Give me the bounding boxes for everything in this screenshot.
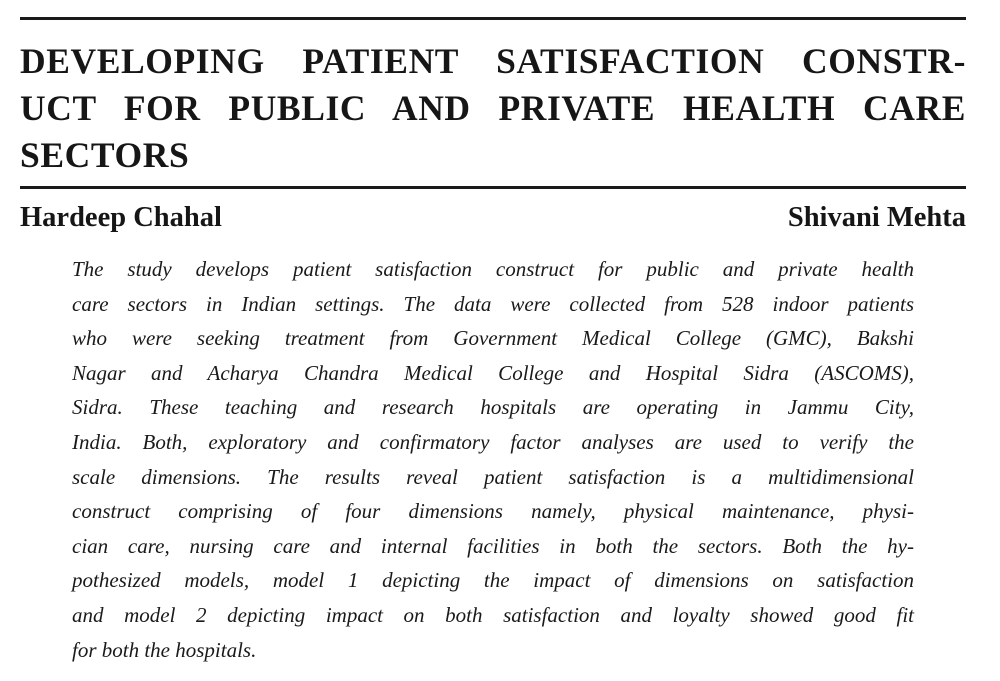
abstract-line: who were seeking treatment from Government Medical College (GMC), Bakshi: [72, 326, 914, 351]
title-rule: [20, 186, 966, 189]
top-rule: [20, 17, 966, 20]
title-line: UCT FOR PUBLIC AND PRIVATE HEALTH CARE: [20, 88, 966, 128]
abstract: [72, 252, 914, 667]
abstract-line: and model 2 depicting impact on both satisfaction and loyalty showed good fit: [72, 602, 914, 627]
abstract-line: scale dimensions. The results reveal patient satisfaction is a multidimensional: [72, 464, 914, 489]
abstract-line: Nagar and Acharya Chandra Medical College and Hospital Sidra (ASCOMS),: [72, 360, 914, 385]
abstract-line: pothesized models, model 1 depicting the impact of dimensions on satisfaction: [72, 568, 914, 593]
abstract-line: Sidra. These teaching and research hospitals are operating in Jammu City,: [72, 395, 914, 420]
abstract-line: India. Both, exploratory and confirmatory factor analyses are used to verify the: [72, 429, 914, 454]
abstract-line: construct comprising of four dimensions namely, physical maintenance, physi-: [72, 499, 914, 524]
author-row: [20, 198, 966, 238]
paper-title: [20, 38, 966, 179]
author-name: Shivani Mehta: [787, 202, 966, 233]
abstract-line: care sectors in Indian settings. The data were collected from 528 indoor patients: [72, 291, 914, 316]
title-line: DEVELOPING PATIENT SATISFACTION CONSTR-: [20, 41, 966, 81]
abstract-line: The study develops patient satisfaction construct for public and private health: [72, 257, 914, 281]
abstract-line: for both the hospitals.: [72, 637, 257, 662]
abstract-line: cian care, nursing care and internal facilities in both the sectors. Both the hy-: [72, 533, 914, 558]
author-name: Hardeep Chahal: [20, 202, 222, 233]
title-line: SECTORS: [20, 135, 190, 175]
